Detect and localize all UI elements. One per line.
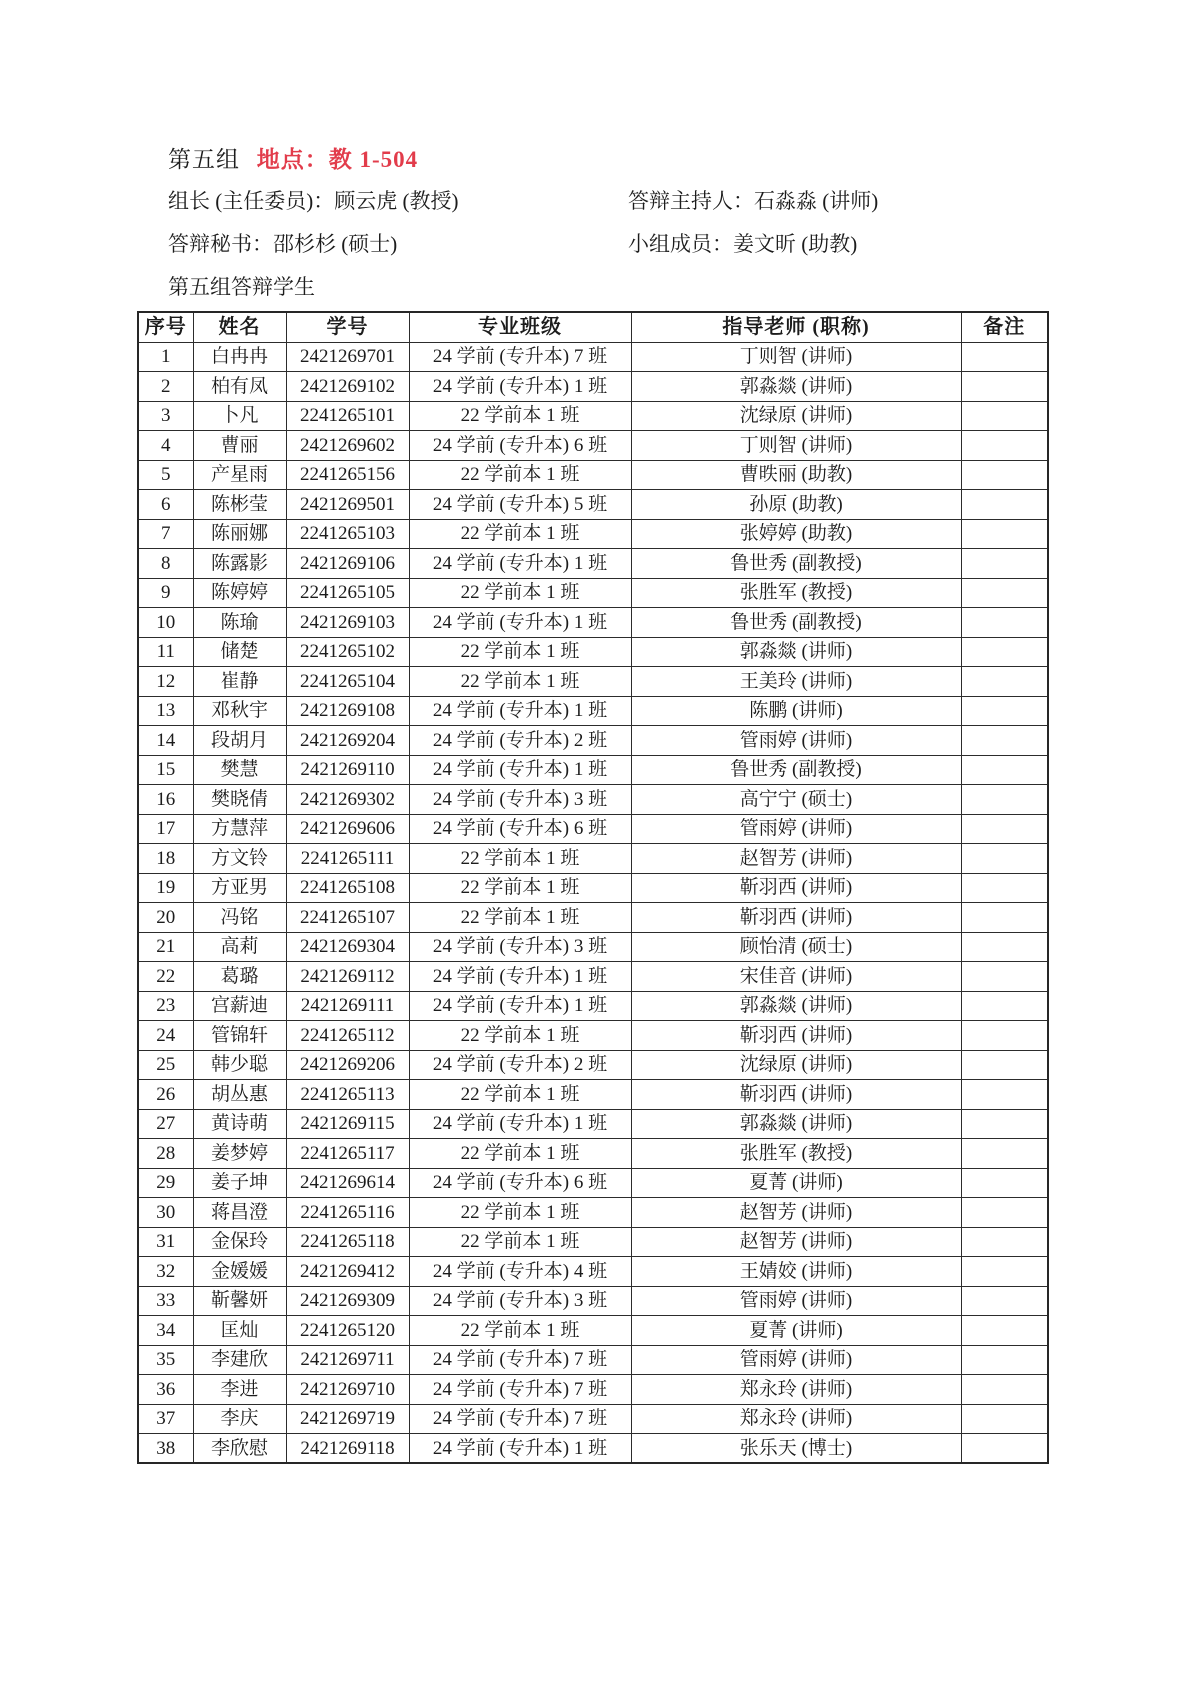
cell-student-name: 储楚 [193,637,286,667]
cell-index: 29 [138,1168,193,1198]
cell-student-name: 姜子坤 [193,1168,286,1198]
cell-student-id: 2421269412 [286,1257,409,1287]
cell-class: 22 学前本 1 班 [409,1021,631,1051]
cell-student-id: 2421269106 [286,549,409,579]
cell-advisor: 顾怡清 (硕士) [631,932,961,962]
cell-class: 24 学前 (专升本) 1 班 [409,549,631,579]
cell-note [961,637,1048,667]
cell-note [961,1227,1048,1257]
student-roster-table [137,311,1049,1464]
cell-student-name: 李进 [193,1375,286,1405]
cell-note [961,372,1048,402]
cell-note [961,490,1048,520]
cell-advisor: 鲁世秀 (副教授) [631,608,961,638]
cell-student-id: 2241265104 [286,667,409,697]
cell-note [961,1109,1048,1139]
cell-student-id: 2241265156 [286,460,409,490]
cell-class: 24 学前 (专升本) 1 班 [409,696,631,726]
cell-note [961,578,1048,608]
cell-student-name: 金媛媛 [193,1257,286,1287]
cell-index: 10 [138,608,193,638]
cell-student-id: 2241265103 [286,519,409,549]
cell-student-name: 李建欣 [193,1345,286,1375]
cell-student-id: 2421269108 [286,696,409,726]
cell-index: 38 [138,1434,193,1464]
cell-index: 27 [138,1109,193,1139]
cell-advisor: 高宁宁 (硕士) [631,785,961,815]
cell-note [961,991,1048,1021]
cell-student-name: 卜凡 [193,401,286,431]
cell-note [961,696,1048,726]
cell-class: 24 学前 (专升本) 6 班 [409,431,631,461]
cell-student-id: 2421269602 [286,431,409,461]
cell-index: 33 [138,1286,193,1316]
table-row [138,519,1048,549]
cell-advisor: 管雨婷 (讲师) [631,1286,961,1316]
cell-student-name: 韩少聪 [193,1050,286,1080]
table-row [138,1139,1048,1169]
cell-student-name: 宫薪迪 [193,991,286,1021]
cell-class: 24 学前 (专升本) 7 班 [409,1345,631,1375]
table-row [138,932,1048,962]
cell-class: 24 学前 (专升本) 7 班 [409,1375,631,1405]
cell-student-id: 2421269206 [286,1050,409,1080]
table-row [138,637,1048,667]
cell-note [961,1139,1048,1169]
col-header-advisor: 指导老师 (职称) [631,312,961,342]
table-row [138,1109,1048,1139]
cell-advisor: 郭淼燚 (讲师) [631,991,961,1021]
cell-student-id: 2421269304 [286,932,409,962]
cell-advisor: 管雨婷 (讲师) [631,726,961,756]
table-row [138,608,1048,638]
cell-index: 35 [138,1345,193,1375]
cell-advisor: 靳羽西 (讲师) [631,1080,961,1110]
table-row [138,962,1048,992]
cell-student-id: 2421269701 [286,342,409,372]
table-row [138,903,1048,933]
cell-student-name: 李庆 [193,1404,286,1434]
cell-class: 22 学前本 1 班 [409,460,631,490]
cell-index: 3 [138,401,193,431]
cell-note [961,755,1048,785]
table-row [138,578,1048,608]
cell-advisor: 管雨婷 (讲师) [631,1345,961,1375]
table-row [138,667,1048,697]
cell-note [961,1404,1048,1434]
cell-note [961,1168,1048,1198]
table-row [138,1050,1048,1080]
cell-advisor: 张婷婷 (助教) [631,519,961,549]
cell-class: 22 学前本 1 班 [409,1227,631,1257]
table-row [138,1257,1048,1287]
cell-note [961,903,1048,933]
cell-student-name: 姜梦婷 [193,1139,286,1169]
cell-student-id: 2241265107 [286,903,409,933]
cell-advisor: 张胜军 (教授) [631,1139,961,1169]
cell-student-id: 2421269103 [286,608,409,638]
cell-student-id: 2241265120 [286,1316,409,1346]
cell-student-name: 管锦轩 [193,1021,286,1051]
cell-advisor: 宋佳音 (讲师) [631,962,961,992]
cell-class: 22 学前本 1 班 [409,1316,631,1346]
cell-student-id: 2421269711 [286,1345,409,1375]
cell-student-name: 胡丛惠 [193,1080,286,1110]
cell-class: 22 学前本 1 班 [409,1139,631,1169]
cell-class: 24 学前 (专升本) 1 班 [409,991,631,1021]
cell-student-name: 樊慧 [193,755,286,785]
cell-index: 32 [138,1257,193,1287]
cell-student-name: 邓秋宇 [193,696,286,726]
committee-line-2 [168,228,1068,258]
cell-note [961,726,1048,756]
cell-note [961,932,1048,962]
cell-index: 23 [138,991,193,1021]
cell-advisor: 赵智芳 (讲师) [631,1227,961,1257]
cell-class: 24 学前 (专升本) 1 班 [409,962,631,992]
cell-student-id: 2241265113 [286,1080,409,1110]
cell-student-name: 匡灿 [193,1316,286,1346]
cell-advisor: 郭淼燚 (讲师) [631,1109,961,1139]
cell-student-id: 2241265116 [286,1198,409,1228]
cell-note [961,519,1048,549]
cell-student-id: 2421269719 [286,1404,409,1434]
cell-student-name: 高莉 [193,932,286,962]
cell-advisor: 鲁世秀 (副教授) [631,755,961,785]
cell-student-id: 2241265118 [286,1227,409,1257]
cell-class: 24 学前 (专升本) 2 班 [409,1050,631,1080]
cell-class: 24 学前 (专升本) 1 班 [409,372,631,402]
cell-student-name: 蒋昌澄 [193,1198,286,1228]
cell-advisor: 靳羽西 (讲师) [631,903,961,933]
table-row [138,431,1048,461]
table-row [138,372,1048,402]
cell-note [961,1021,1048,1051]
cell-student-name: 陈露影 [193,549,286,579]
cell-index: 1 [138,342,193,372]
table-row [138,342,1048,372]
cell-note [961,1080,1048,1110]
cell-index: 5 [138,460,193,490]
cell-index: 8 [138,549,193,579]
cell-advisor: 管雨婷 (讲师) [631,814,961,844]
cell-index: 6 [138,490,193,520]
cell-student-name: 陈婷婷 [193,578,286,608]
cell-student-name: 陈丽娜 [193,519,286,549]
table-row [138,726,1048,756]
cell-index: 21 [138,932,193,962]
group-member: 小组成员：姜文昕 (助教) [628,232,858,256]
cell-index: 24 [138,1021,193,1051]
cell-student-id: 2421269112 [286,962,409,992]
cell-class: 22 学前本 1 班 [409,1080,631,1110]
table-row [138,460,1048,490]
col-header-id: 学号 [286,312,409,342]
table-row [138,1434,1048,1464]
cell-index: 19 [138,873,193,903]
cell-class: 24 学前 (专升本) 6 班 [409,814,631,844]
table-row [138,490,1048,520]
cell-student-id: 2421269115 [286,1109,409,1139]
student-table-body [138,342,1048,1463]
cell-student-id: 2421269111 [286,991,409,1021]
cell-student-id: 2421269710 [286,1375,409,1405]
cell-class: 24 学前 (专升本) 4 班 [409,1257,631,1287]
committee-chair: 组长 (主任委员)：顾云虎 (教授) [168,189,459,213]
table-header-row [138,312,1048,342]
cell-note [961,873,1048,903]
cell-advisor: 郑永玲 (讲师) [631,1375,961,1405]
cell-index: 36 [138,1375,193,1405]
cell-advisor: 靳羽西 (讲师) [631,1021,961,1051]
cell-class: 22 学前本 1 班 [409,667,631,697]
cell-note [961,460,1048,490]
cell-student-id: 2421269110 [286,755,409,785]
cell-index: 34 [138,1316,193,1346]
cell-advisor: 郭淼燚 (讲师) [631,372,961,402]
group-title: 第五组 [168,147,240,172]
cell-student-name: 葛璐 [193,962,286,992]
cell-student-id: 2421269118 [286,1434,409,1464]
cell-class: 24 学前 (专升本) 6 班 [409,1168,631,1198]
col-header-note: 备注 [961,312,1048,342]
cell-advisor: 张胜军 (教授) [631,578,961,608]
committee-line-1 [168,185,1068,215]
cell-student-id: 2241265101 [286,401,409,431]
cell-advisor: 曹昳丽 (助教) [631,460,961,490]
cell-class: 22 学前本 1 班 [409,578,631,608]
cell-note [961,401,1048,431]
cell-note [961,785,1048,815]
cell-index: 20 [138,903,193,933]
cell-class: 24 学前 (专升本) 3 班 [409,785,631,815]
cell-note [961,1050,1048,1080]
cell-advisor: 陈鹏 (讲师) [631,696,961,726]
table-row [138,1286,1048,1316]
cell-class: 22 学前本 1 班 [409,873,631,903]
cell-note [961,1345,1048,1375]
cell-student-name: 金保玲 [193,1227,286,1257]
cell-class: 22 学前本 1 班 [409,903,631,933]
table-row [138,1375,1048,1405]
col-header-name: 姓名 [193,312,286,342]
cell-class: 24 学前 (专升本) 7 班 [409,1404,631,1434]
col-header-class: 专业班级 [409,312,631,342]
cell-advisor: 赵智芳 (讲师) [631,1198,961,1228]
cell-class: 22 学前本 1 班 [409,844,631,874]
cell-index: 13 [138,696,193,726]
cell-student-name: 靳馨妍 [193,1286,286,1316]
cell-advisor: 王美玲 (讲师) [631,667,961,697]
cell-class: 24 学前 (专升本) 1 班 [409,1434,631,1464]
cell-index: 28 [138,1139,193,1169]
cell-note [961,431,1048,461]
cell-student-id: 2421269102 [286,372,409,402]
cell-index: 16 [138,785,193,815]
cell-student-id: 2421269606 [286,814,409,844]
table-row [138,401,1048,431]
cell-advisor: 张乐天 (博士) [631,1434,961,1464]
cell-index: 30 [138,1198,193,1228]
cell-index: 7 [138,519,193,549]
group-title-line [168,141,418,174]
cell-note [961,1375,1048,1405]
cell-index: 15 [138,755,193,785]
cell-advisor: 丁则智 (讲师) [631,342,961,372]
table-row [138,1345,1048,1375]
table-row [138,1316,1048,1346]
table-row [138,755,1048,785]
table-row [138,844,1048,874]
cell-student-id: 2241265112 [286,1021,409,1051]
location-label: 地点：教 1-504 [256,147,419,172]
cell-index: 26 [138,1080,193,1110]
cell-student-id: 2421269614 [286,1168,409,1198]
table-row [138,991,1048,1021]
cell-class: 22 学前本 1 班 [409,1198,631,1228]
cell-student-name: 白冉冉 [193,342,286,372]
cell-advisor: 鲁世秀 (副教授) [631,549,961,579]
cell-note [961,1257,1048,1287]
table-row [138,696,1048,726]
cell-student-name: 陈彬莹 [193,490,286,520]
cell-advisor: 靳羽西 (讲师) [631,873,961,903]
cell-index: 11 [138,637,193,667]
cell-student-id: 2421269309 [286,1286,409,1316]
cell-advisor: 丁则智 (讲师) [631,431,961,461]
table-row [138,1168,1048,1198]
cell-index: 9 [138,578,193,608]
cell-index: 4 [138,431,193,461]
cell-student-id: 2241265117 [286,1139,409,1169]
cell-note [961,1198,1048,1228]
cell-advisor: 王婧姣 (讲师) [631,1257,961,1287]
table-caption: 第五组答辩学生 [168,275,315,299]
cell-index: 2 [138,372,193,402]
table-row [138,1080,1048,1110]
cell-note [961,342,1048,372]
cell-student-id: 2421269302 [286,785,409,815]
cell-advisor: 沈绿原 (讲师) [631,1050,961,1080]
defense-secretary: 答辩秘书：邵杉杉 (硕士) [168,232,398,256]
cell-student-name: 崔静 [193,667,286,697]
cell-student-name: 方文铃 [193,844,286,874]
cell-student-name: 黄诗萌 [193,1109,286,1139]
cell-index: 25 [138,1050,193,1080]
cell-class: 24 学前 (专升本) 3 班 [409,932,631,962]
cell-index: 17 [138,814,193,844]
cell-class: 24 学前 (专升本) 3 班 [409,1286,631,1316]
cell-advisor: 郑永玲 (讲师) [631,1404,961,1434]
table-row [138,873,1048,903]
cell-index: 18 [138,844,193,874]
cell-student-name: 柏有凤 [193,372,286,402]
cell-student-id: 2241265102 [286,637,409,667]
cell-student-id: 2241265108 [286,873,409,903]
table-row [138,549,1048,579]
cell-advisor: 夏菁 (讲师) [631,1316,961,1346]
cell-student-id: 2421269204 [286,726,409,756]
cell-student-name: 方亚男 [193,873,286,903]
cell-class: 24 学前 (专升本) 1 班 [409,755,631,785]
table-row [138,1404,1048,1434]
cell-note [961,1286,1048,1316]
cell-advisor: 郭淼燚 (讲师) [631,637,961,667]
cell-advisor: 孙原 (助教) [631,490,961,520]
cell-index: 12 [138,667,193,697]
cell-index: 31 [138,1227,193,1257]
cell-index: 14 [138,726,193,756]
cell-class: 24 学前 (专升本) 7 班 [409,342,631,372]
cell-student-name: 樊晓倩 [193,785,286,815]
cell-note [961,1434,1048,1464]
cell-class: 24 学前 (专升本) 2 班 [409,726,631,756]
table-row [138,1227,1048,1257]
cell-note [961,608,1048,638]
cell-student-name: 冯铭 [193,903,286,933]
table-row [138,814,1048,844]
cell-class: 22 学前本 1 班 [409,637,631,667]
cell-student-name: 李欣慰 [193,1434,286,1464]
cell-class: 24 学前 (专升本) 5 班 [409,490,631,520]
cell-note [961,549,1048,579]
col-header-index: 序号 [138,312,193,342]
table-row [138,1021,1048,1051]
cell-advisor: 赵智芳 (讲师) [631,844,961,874]
table-row [138,1198,1048,1228]
cell-student-name: 陈瑜 [193,608,286,638]
cell-class: 22 学前本 1 班 [409,401,631,431]
cell-class: 22 学前本 1 班 [409,519,631,549]
cell-student-name: 方慧萍 [193,814,286,844]
cell-class: 24 学前 (专升本) 1 班 [409,1109,631,1139]
cell-student-id: 2421269501 [286,490,409,520]
cell-index: 22 [138,962,193,992]
cell-note [961,667,1048,697]
cell-note [961,814,1048,844]
cell-note [961,1316,1048,1346]
cell-index: 37 [138,1404,193,1434]
cell-note [961,962,1048,992]
cell-class: 24 学前 (专升本) 1 班 [409,608,631,638]
cell-student-name: 产星雨 [193,460,286,490]
defense-host: 答辩主持人：石淼淼 (讲师) [628,189,879,213]
cell-student-id: 2241265105 [286,578,409,608]
cell-advisor: 夏菁 (讲师) [631,1168,961,1198]
cell-advisor: 沈绿原 (讲师) [631,401,961,431]
cell-student-id: 2241265111 [286,844,409,874]
cell-student-name: 段胡月 [193,726,286,756]
cell-student-name: 曹丽 [193,431,286,461]
cell-note [961,844,1048,874]
table-row [138,785,1048,815]
